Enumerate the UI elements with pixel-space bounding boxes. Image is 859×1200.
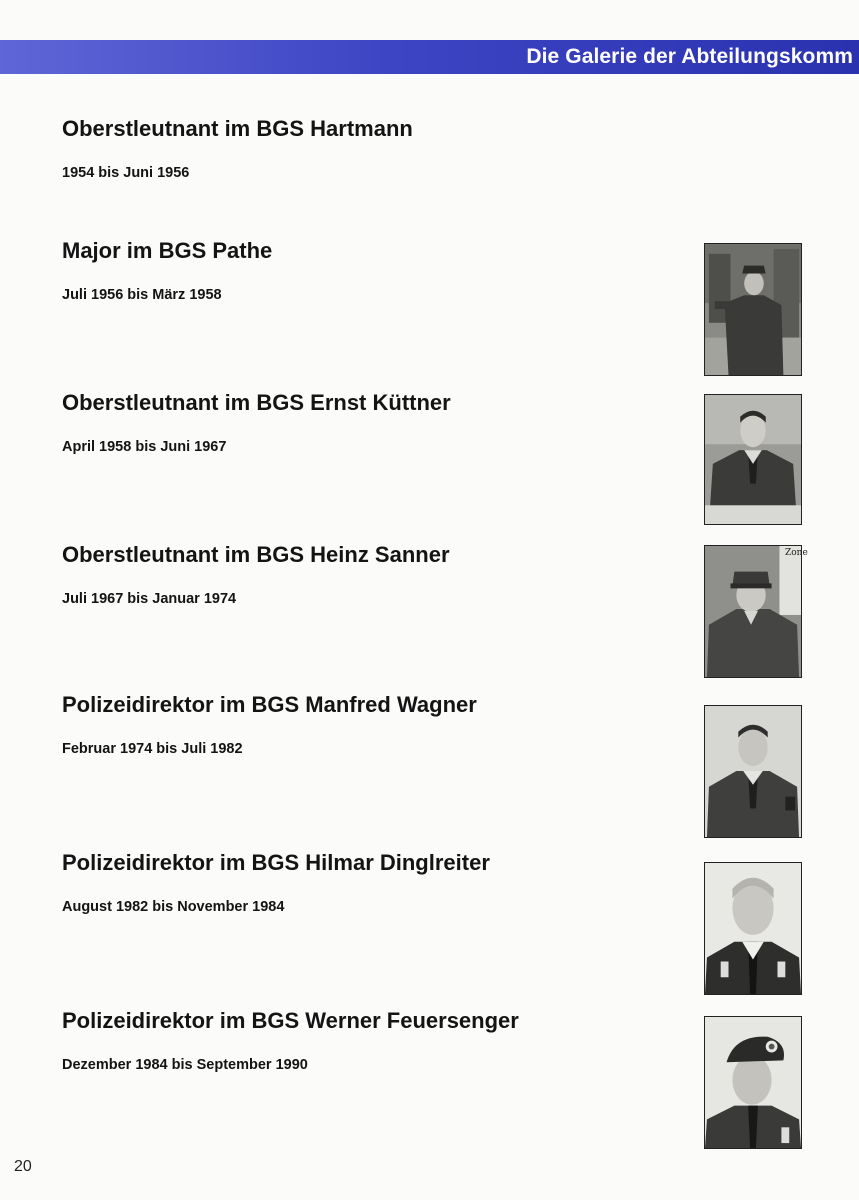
portrait-kuettner bbox=[704, 394, 802, 525]
commander-entry-wagner bbox=[62, 692, 477, 758]
portrait-pathe bbox=[704, 243, 802, 376]
commander-period: August 1982 bis November 1984 bbox=[62, 899, 285, 915]
commander-period: April 1958 bis Juni 1967 bbox=[62, 439, 227, 455]
commander-period: Dezember 1984 bis September 1990 bbox=[62, 1057, 308, 1073]
commander-name: Polizeidirektor im BGS Manfred Wagner bbox=[62, 692, 477, 717]
portrait-feuersenger bbox=[704, 1016, 802, 1149]
commander-name: Polizeidirektor im BGS Hilmar Dinglreiter bbox=[62, 850, 490, 875]
portrait-sanner bbox=[704, 545, 808, 678]
sign-label: Zone bbox=[785, 548, 808, 558]
portrait-wagner bbox=[704, 705, 802, 838]
commander-period: Juli 1956 bis März 1958 bbox=[62, 287, 222, 303]
commander-entry-hartmann bbox=[62, 116, 413, 182]
commander-name: Oberstleutnant im BGS Heinz Sanner bbox=[62, 542, 450, 567]
portrait-dinglreiter bbox=[704, 862, 802, 995]
commander-name: Oberstleutnant im BGS Ernst Küttner bbox=[62, 390, 451, 415]
commander-period: Juli 1967 bis Januar 1974 bbox=[62, 591, 237, 607]
commander-name: Oberstleutnant im BGS Hartmann bbox=[62, 116, 413, 141]
commander-name: Major im BGS Pathe bbox=[62, 238, 273, 263]
section-title: Die Galerie der Abteilungskomm bbox=[526, 45, 853, 68]
header-banner bbox=[0, 40, 859, 74]
commander-entry-feuersenger bbox=[62, 1008, 519, 1074]
commander-entry-kuettner bbox=[62, 390, 451, 456]
commander-entry-dinglreiter bbox=[62, 850, 490, 916]
page-number: 20 bbox=[14, 1158, 32, 1175]
commander-entry-sanner bbox=[62, 542, 450, 608]
commander-entry-pathe bbox=[62, 238, 272, 304]
commander-name: Polizeidirektor im BGS Werner Feuersenger bbox=[62, 1008, 519, 1033]
commander-period: Februar 1974 bis Juli 1982 bbox=[62, 741, 243, 757]
commander-period: 1954 bis Juni 1956 bbox=[62, 165, 190, 181]
